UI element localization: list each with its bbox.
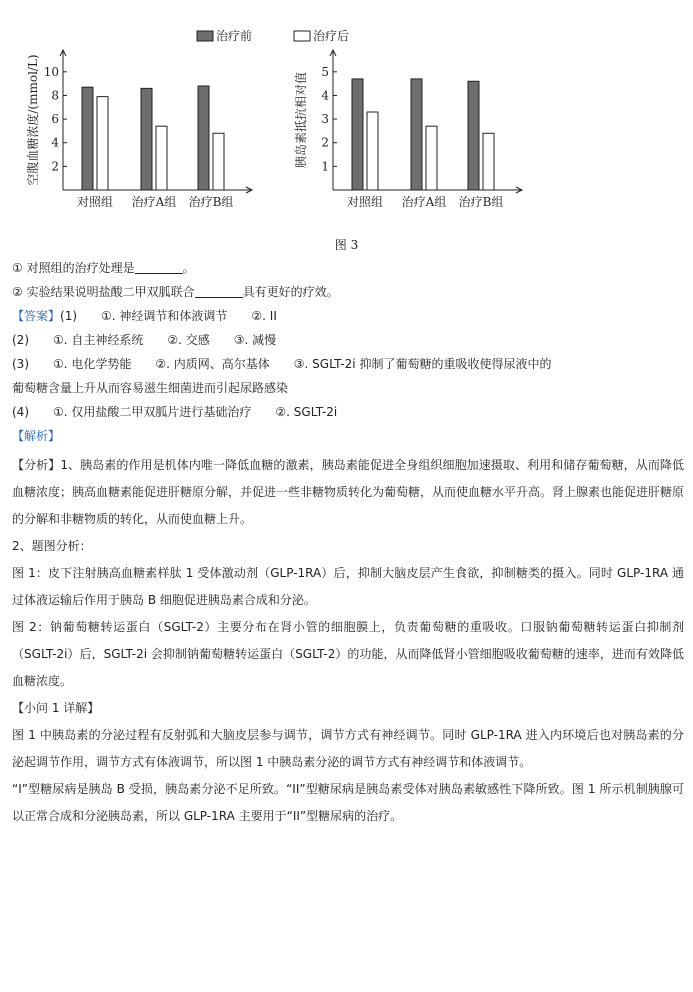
category-label: 治疗A组 <box>131 195 177 209</box>
bar-before <box>82 87 93 190</box>
question-2 <box>12 282 684 302</box>
answer-part-4: (4) ①. 仅用盐酸二甲双胍片进行基础治疗 ②. SGLT-2i <box>12 405 338 419</box>
y-tick-label: 4 <box>51 135 59 150</box>
answer-part-3-cont: 葡萄糖含量上升从而容易滋生细菌进而引起尿路感染 <box>12 381 289 395</box>
answer-part-3: (3) ①. 电化学势能 ②. 内质网、高尔基体 ③. SGLT-2i 抑制了葡萄糖的重吸收使得尿液中的 <box>12 357 552 371</box>
bar-after <box>156 126 167 190</box>
question-2-end: 具有更好的疗效。 <box>242 285 339 299</box>
y-tick-label: 4 <box>321 88 329 103</box>
y-tick-label: 2 <box>51 159 59 174</box>
bar-after <box>426 126 437 190</box>
legend-label-before: 治疗前 <box>216 29 253 43</box>
bar-after <box>97 97 108 190</box>
answer-part-2: (2) ①. 自主神经系统 ②. 交感 ③. 减慢 <box>12 333 277 347</box>
blood-glucose-chart <box>25 50 252 209</box>
analysis-label: 【解析】 <box>12 429 61 443</box>
bar-before <box>468 81 479 190</box>
figure-2-analysis: 图 2：钠葡萄糖转运蛋白（SGLT-2）主要分布在肾小管的细胞膜上，负责葡萄糖的重吸收。口服钠葡萄糖转运蛋白抑制剂（SGLT-2i）后，SGLT-2i 会抑制钠葡萄糖转运蛋白（SGLT-2）的功能，从而降低肾小管细胞吸收葡萄糖的速率，进而有效降低血糖浓度。 <box>12 620 684 688</box>
category-label: 治疗B组 <box>188 195 234 209</box>
question-2-text: 实验结果说明盐酸二甲双胍联合 <box>26 285 195 299</box>
y-tick-label: 5 <box>321 64 329 79</box>
bar-before <box>141 88 152 190</box>
bar-before <box>352 79 363 190</box>
bar-before <box>411 79 422 190</box>
subquestion-1-heading: 【小问 1 详解】 <box>12 701 100 715</box>
y-tick-label: 2 <box>321 135 329 150</box>
y-tick-label: 6 <box>51 112 59 127</box>
bar-before <box>198 86 209 190</box>
subquestion-1-detail-a: 图 1 中胰岛素的分泌过程有反射弧和大脑皮层参与调节，调节方式有神经调节。同时 GLP-1RA 进入内环境后也对胰岛素的分泌起调节作用，调节方式有体液调节，所以图 1 中胰岛素分泌的调节方式有神经调节和体液调节。 <box>12 728 684 769</box>
bar-after <box>213 133 224 190</box>
answer-label: 【答案】 <box>12 309 61 323</box>
y-axis-label: 空腹血糖浓度/(mmol/L) <box>26 54 40 186</box>
bar-after <box>367 112 378 190</box>
bar-after <box>483 133 494 190</box>
legend-label-after: 治疗后 <box>313 29 350 43</box>
answer-part-1: (1) ①. 神经调节和体液调节 ②. II <box>60 309 277 323</box>
question-1-end: 。 <box>182 261 195 275</box>
question-1-number: ① <box>12 261 23 275</box>
answer-blank-2 <box>195 284 243 298</box>
y-tick-label: 1 <box>321 159 329 174</box>
figure-3-charts <box>0 0 693 250</box>
analysis-paragraph: 【分析】1、胰岛素的作用是机体内唯一降低血糖的激素，胰岛素能促进全身组织细胞加速摄取、利用和储存葡萄糖，从而降低血糖浓度；胰高血糖素能促进肝糖原分解，并促进一些非糖物质转化为葡萄糖，从而使血糖水平升高。肾上腺素也能促进肝糖原的分解和非糖物质的转化，从而使血糖上升。 <box>12 458 685 526</box>
figure-1-analysis: 图 1：皮下注射胰高血糖素样肽 1 受体激动剂（GLP-1RA）后，抑制大脑皮层产生食欲，抑制糖类的摄入。同时 GLP-1RA 通过体液运输后作用于胰岛 B 细胞促进胰岛素合成和分泌。 <box>12 566 684 607</box>
analysis-figure-heading: 2、题图分析： <box>12 539 92 553</box>
question-2-number: ② <box>12 285 23 299</box>
subquestion-1-detail-b: “I”型糖尿病是胰岛 B 受损，胰岛素分泌不足所致。“II”型糖尿病是胰岛素受体对胰岛素敏感性下降所致。图 1 所示机制胰腺可以正常合成和分泌胰岛素，所以 GLP-1RA 主要用于“II”型糖尿病的治疗。 <box>12 782 684 823</box>
insulin-resistance-chart <box>293 50 522 209</box>
category-label: 治疗A组 <box>401 195 447 209</box>
y-tick-label: 10 <box>43 64 59 79</box>
category-label: 治疗B组 <box>458 195 504 209</box>
document-body <box>12 258 684 830</box>
y-tick-label: 3 <box>321 112 329 127</box>
chart-legend <box>197 29 349 43</box>
legend-swatch-before <box>197 31 213 41</box>
answer-blank-1 <box>135 260 183 274</box>
y-axis-label: 胰岛素抵抗相对值 <box>294 71 308 169</box>
figure-caption: 图 3 <box>334 238 359 252</box>
category-label: 对照组 <box>346 195 384 209</box>
category-label: 对照组 <box>76 195 114 209</box>
legend-swatch-after <box>294 31 310 41</box>
question-1-text: 对照组的治疗处理是 <box>26 261 135 275</box>
question-1 <box>12 258 684 278</box>
answer-line-1 <box>12 306 684 326</box>
y-tick-label: 8 <box>51 88 59 103</box>
